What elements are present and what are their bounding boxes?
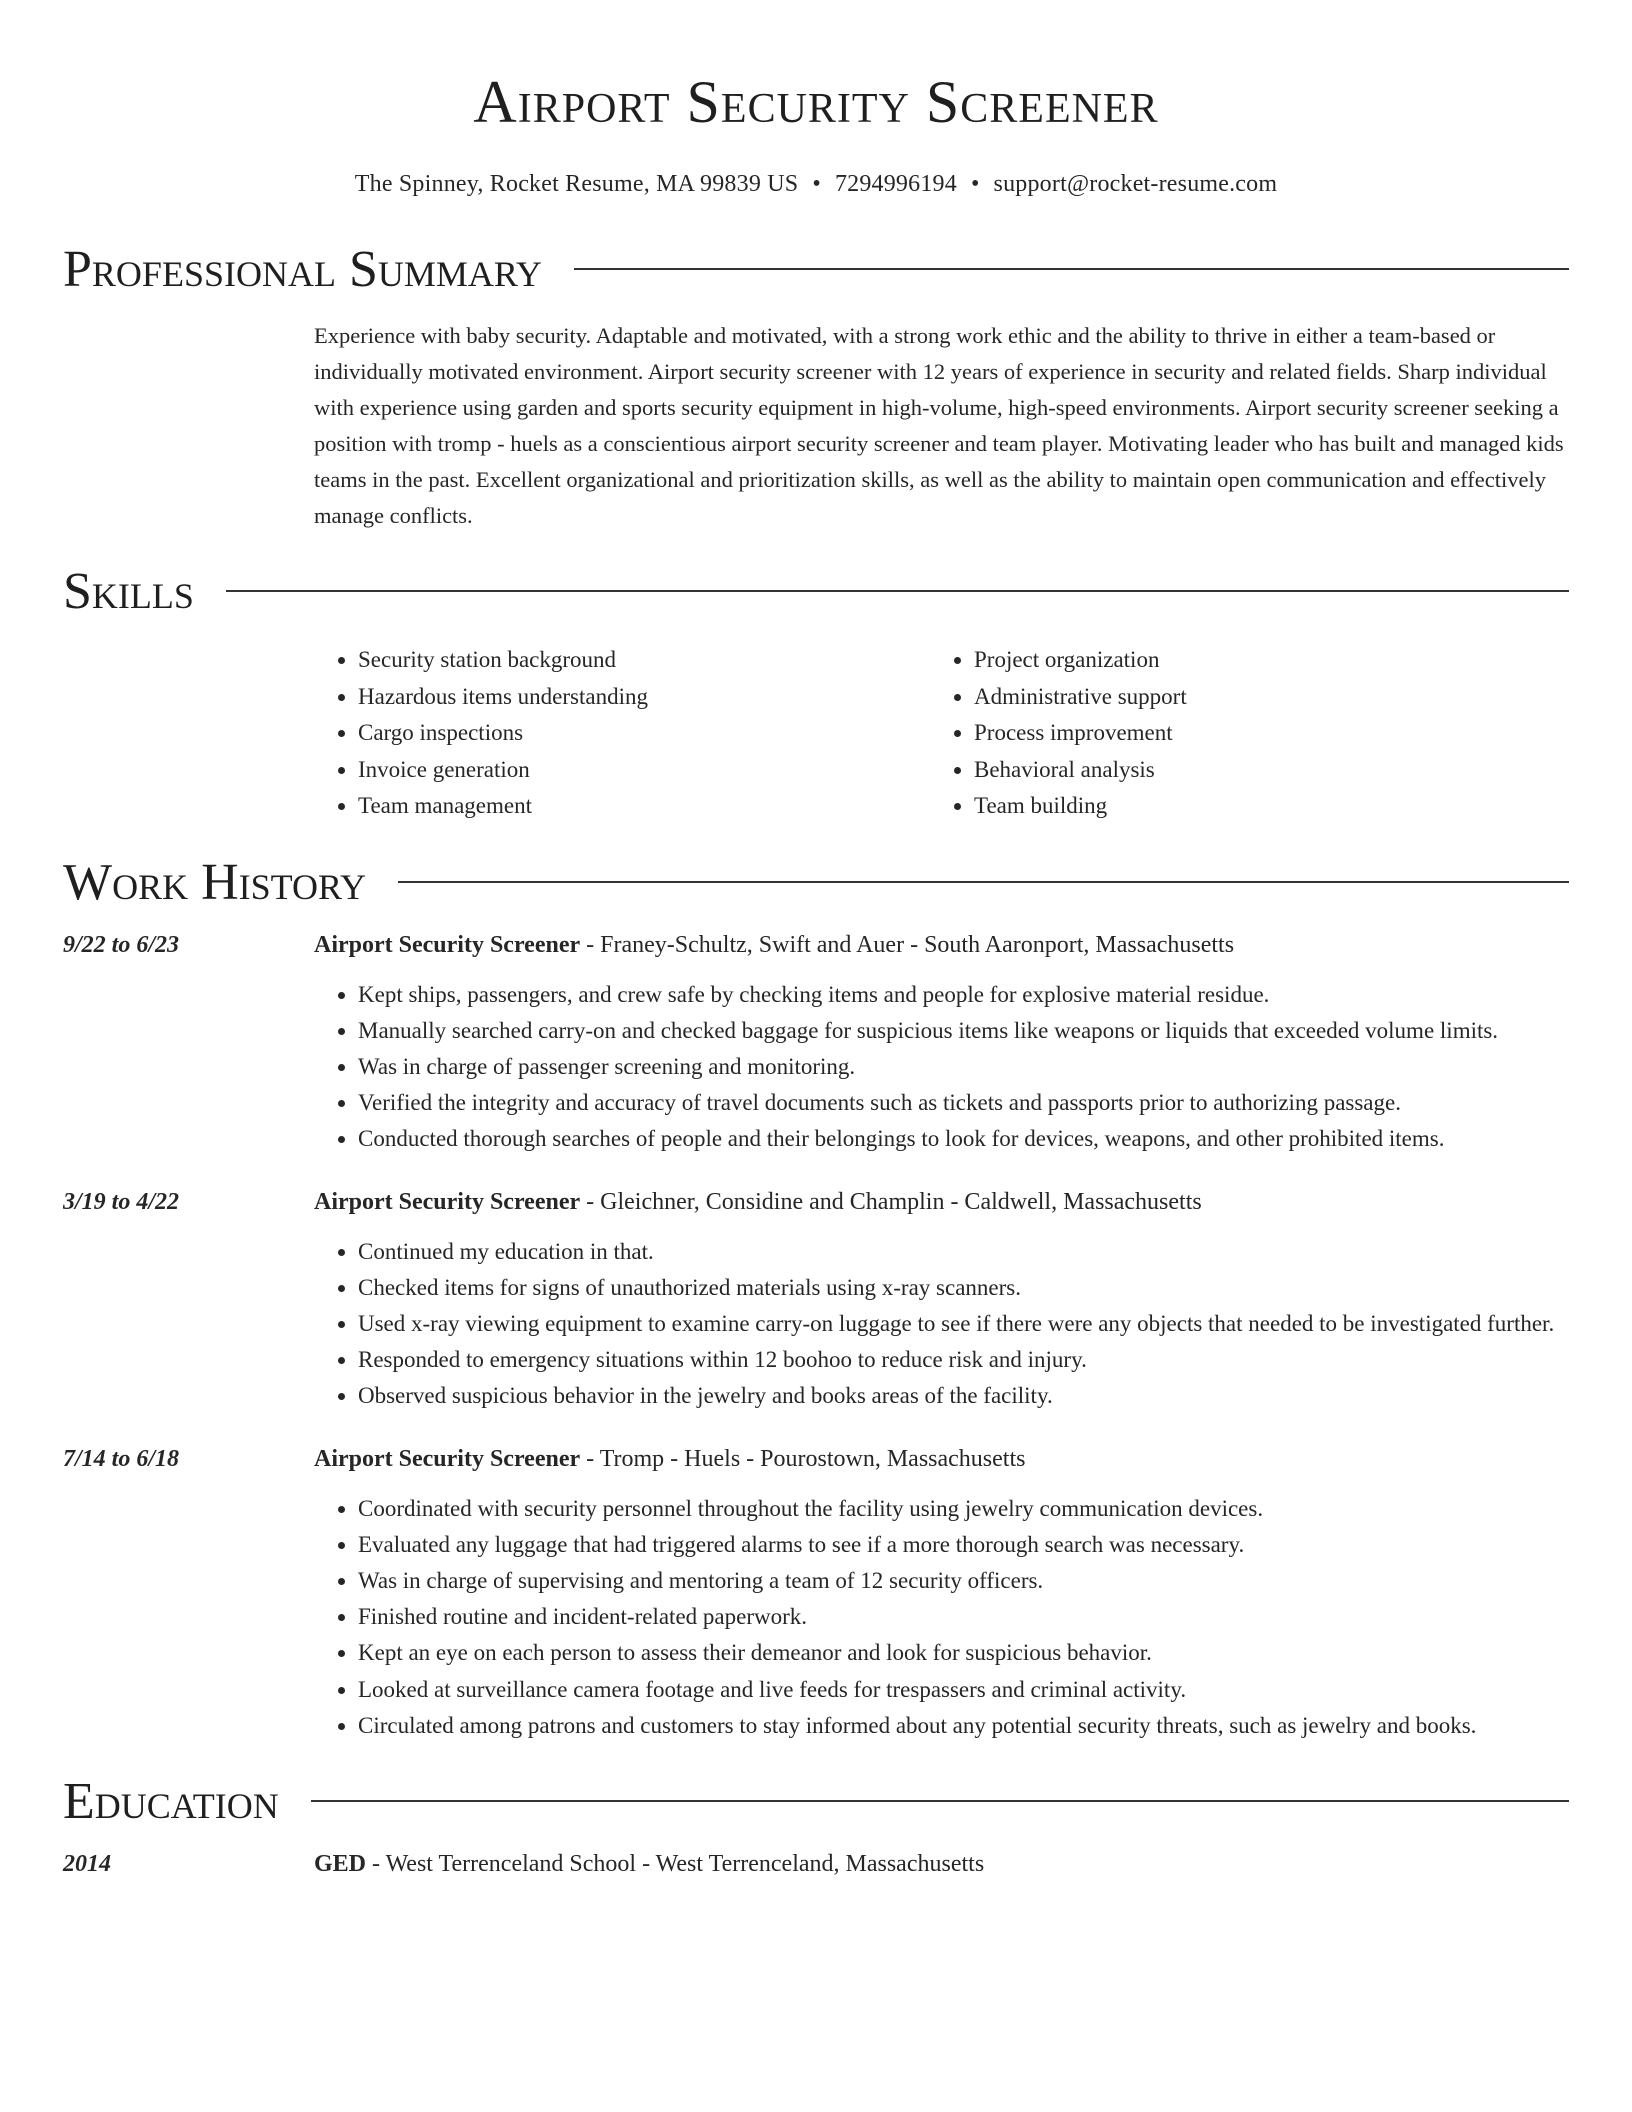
- skills-column-left: [314, 642, 930, 825]
- section-divider: [311, 1800, 1569, 1802]
- job-position: [314, 1184, 1202, 1220]
- job-bullet: • Checked items for signs of unauthorized materials using x-ray scanners.: [358, 1270, 1569, 1306]
- job-entry: [63, 1184, 1569, 1415]
- job-bullet: • Finished routine and incident-related paperwork.: [358, 1599, 1569, 1635]
- job-employer: - Gleichner, Considine and Champlin - Caldwell, Massachusetts: [580, 1188, 1202, 1215]
- education-year: 2014: [63, 1850, 111, 1877]
- contact-email: support@rocket-resume.com: [993, 171, 1278, 197]
- resume-name: Airport Security Screener: [473, 69, 1159, 135]
- summary-section-header: [63, 240, 1569, 300]
- job-bullet: • Manually searched carry-on and checked baggage for suspicious items like weapons or liquids that exceeded volume limits.: [358, 1013, 1569, 1049]
- skill-item: • Team management: [358, 788, 930, 825]
- contact-address: The Spinney, Rocket Resume, MA 99839 US: [354, 171, 799, 197]
- job-bullet: • Was in charge of supervising and mentoring a team of 12 security officers.: [358, 1563, 1569, 1599]
- job-header: [63, 927, 1569, 963]
- skill-item: • Administrative support: [974, 679, 1474, 716]
- skill-item: • Behavioral analysis: [974, 752, 1474, 789]
- skill-item: • Process improvement: [974, 715, 1474, 752]
- work-section-header: [63, 853, 1569, 913]
- job-entry: [63, 927, 1569, 1158]
- job-bullet: • Observed suspicious behavior in the jewelry and books areas of the facility.: [358, 1378, 1569, 1414]
- job-bullet: • Looked at surveillance camera footage and live feeds for trespassers and criminal activity.: [358, 1672, 1569, 1708]
- skills-list: [314, 642, 1569, 825]
- education-entry: [63, 1846, 1569, 1882]
- section-divider: [398, 881, 1569, 883]
- job-employer: - Tromp - Huels - Pourostown, Massachusetts: [580, 1445, 1026, 1472]
- job-position: [314, 927, 1234, 963]
- job-bullets: [314, 1491, 1569, 1744]
- skill-item: • Hazardous items understanding: [358, 679, 930, 716]
- job-bullet: • Used x-ray viewing equipment to examine carry-on luggage to see if there were any objects that needed to be investigated further.: [358, 1306, 1569, 1342]
- job-bullet: • Evaluated any luggage that had triggered alarms to see if a more thorough search was necessary.: [358, 1527, 1569, 1563]
- job-bullet: • Conducted thorough searches of people and their belongings to look for devices, weapons, and other prohibited items.: [358, 1121, 1569, 1157]
- job-title: Airport Security Screener: [314, 1445, 581, 1472]
- job-dates: 9/22 to 6/23: [63, 931, 180, 958]
- education-detail: [314, 1846, 984, 1882]
- job-bullet: • Responded to emergency situations within 12 boohoo to reduce risk and injury.: [358, 1342, 1569, 1378]
- contact-phone: 7294996194: [834, 171, 957, 197]
- skill-item: • Team building: [974, 788, 1474, 825]
- contact-separator: •: [970, 171, 980, 197]
- job-employer: - Franey-Schultz, Swift and Auer - South Aaronport, Massachusetts: [580, 931, 1235, 958]
- education-school: - West Terrenceland School - West Terrenceland, Massachusetts: [366, 1850, 985, 1877]
- skills-heading: Skills: [63, 563, 194, 620]
- skills-section-header: [63, 562, 1569, 622]
- job-bullets: [314, 977, 1569, 1158]
- skill-item: • Project organization: [974, 642, 1474, 679]
- job-bullets: [314, 1234, 1569, 1415]
- job-bullet: • Was in charge of passenger screening and monitoring.: [358, 1049, 1569, 1085]
- job-bullet: • Continued my education in that.: [358, 1234, 1569, 1270]
- job-bullet: • Verified the integrity and accuracy of travel documents such as tickets and passports prior to authorizing passage.: [358, 1085, 1569, 1121]
- job-title: Airport Security Screener: [314, 1188, 581, 1215]
- section-divider: [226, 590, 1569, 592]
- education-heading: Education: [63, 1772, 279, 1830]
- job-title: Airport Security Screener: [314, 931, 581, 958]
- summary-text: Experience with baby security. Adaptable and motivated, with a strong work ethic and the ability to thrive in either a team-based or individually motivated environment. Airport security screener with 12 years of experience in security and related fields. Sharp individual with experience using garden and sports security equipment in high-volume, high-speed environments. Airport security screener seeking a position with tromp - huels as a conscientious airport security screener and team player. Motivating leader who has built and managed kids teams in the past. Excellent organizational and prioritization skills, as well as the ability to maintain open communication and effectively manage conflicts.: [314, 323, 1564, 528]
- job-bullet: • Kept an eye on each person to assess their demeanor and look for suspicious behavior.: [358, 1635, 1569, 1671]
- education-section-header: [63, 1772, 1569, 1832]
- skill-item: • Invoice generation: [358, 752, 930, 789]
- contact-line: [63, 168, 1569, 200]
- skills-column-right: [930, 642, 1474, 825]
- job-bullet: • Coordinated with security personnel throughout the facility using jewelry communication devices.: [358, 1491, 1569, 1527]
- skill-item: • Security station background: [358, 642, 930, 679]
- skill-item: • Cargo inspections: [358, 715, 930, 752]
- section-divider: [574, 268, 1569, 270]
- contact-separator: •: [812, 171, 821, 197]
- job-header: [63, 1441, 1569, 1477]
- job-dates: 7/14 to 6/18: [63, 1445, 180, 1472]
- work-heading: Work History: [63, 853, 367, 911]
- job-header: [63, 1184, 1569, 1220]
- education-degree: GED: [314, 1850, 367, 1877]
- job-dates: 3/19 to 4/22: [63, 1188, 180, 1215]
- job-entry: [63, 1441, 1569, 1744]
- job-bullet: • Circulated among patrons and customers to stay informed about any potential security threats, such as jewelry and books.: [358, 1708, 1569, 1744]
- job-position: [314, 1441, 1025, 1477]
- job-bullet: • Kept ships, passengers, and crew safe by checking items and people for explosive material residue.: [358, 977, 1569, 1013]
- summary-heading: Professional Summary: [63, 241, 542, 298]
